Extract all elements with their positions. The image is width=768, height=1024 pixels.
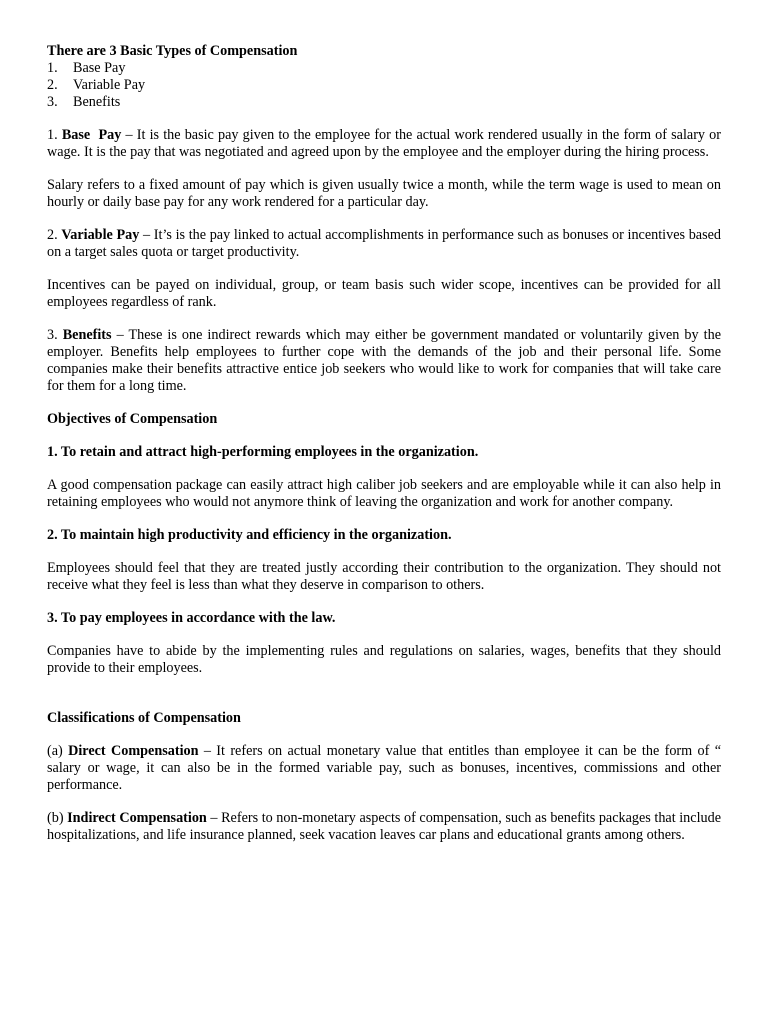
benefits-paragraph: 3. Benefits – These is one indirect rewards which may either be government mandated or voluntarily given by the employer. Benefits help employees to further cope with the demands of the job and their personal life. Some companies make their benefits attractive entice job seekers who would like to work for companies that will take care for them for a long time. <box>47 327 721 394</box>
objective-title: 3. To pay employees in accordance with the law. <box>47 610 336 626</box>
list-item: 3. Benefits <box>47 94 121 110</box>
types-list <box>47 60 721 111</box>
objective-text: A good compensation package can easily attract high caliber job seekers and are employable while it can also help in retaining employees who would not anymore think of leaving the organization and work for another company. <box>47 477 721 510</box>
list-item: 1. Base Pay <box>47 60 126 76</box>
indirect-compensation-paragraph: (b) Indirect Compensation – Refers to non-monetary aspects of compensation, such as benefits packages that include hospitalizations, and life insurance planned, seek vacation leaves car plans and educational grants among others. <box>47 810 722 843</box>
base-pay-paragraph: 1. Base Pay – It is the basic pay given to the employee for the actual work rendered usually in the form of salary or wage. It is the pay that was negotiated and agreed upon by the employee and the employer during the hiring process. <box>47 127 722 160</box>
objective-title: 2. To maintain high productivity and efficiency in the organization. <box>47 527 452 543</box>
salary-paragraph: Salary refers to a fixed amount of pay which is given usually twice a month, while the term wage is used to mean on hourly or daily base pay for any work rendered for a particular day. <box>47 177 721 210</box>
objective-text: Companies have to abide by the implementing rules and regulations on salaries, wages, benefits that they should provide to their employees. <box>47 643 721 676</box>
list-item: 2. Variable Pay <box>47 77 146 93</box>
incentives-paragraph: Incentives can be payed on individual, group, or team basis such wider scope, incentives can be provided for all employees regardless of rank. <box>47 277 721 310</box>
section-heading-types: There are 3 Basic Types of Compensation <box>47 43 298 59</box>
objective-title: 1. To retain and attract high-performing employees in the organization. <box>47 444 479 460</box>
variable-pay-paragraph: 2. Variable Pay – It’s is the pay linked to actual accomplishments in performance such as bonuses or incentives based on a target sales quota or target productivity. <box>47 227 722 260</box>
objective-text: Employees should feel that they are treated justly according their contribution to the organization. They should not receive what they feel is less than what they deserve in comparison to others. <box>47 560 721 593</box>
objectives-heading: Objectives of Compensation <box>47 411 218 427</box>
direct-compensation-paragraph: (a) Direct Compensation – It refers on actual monetary value that entitles than employee it can be the form of “ salary or wage, it can also be in the formed variable pay, such as bonuses, incentives, commissions and other performance. <box>47 743 721 793</box>
classifications-heading: Classifications of Compensation <box>47 710 241 726</box>
document-page <box>47 43 721 844</box>
